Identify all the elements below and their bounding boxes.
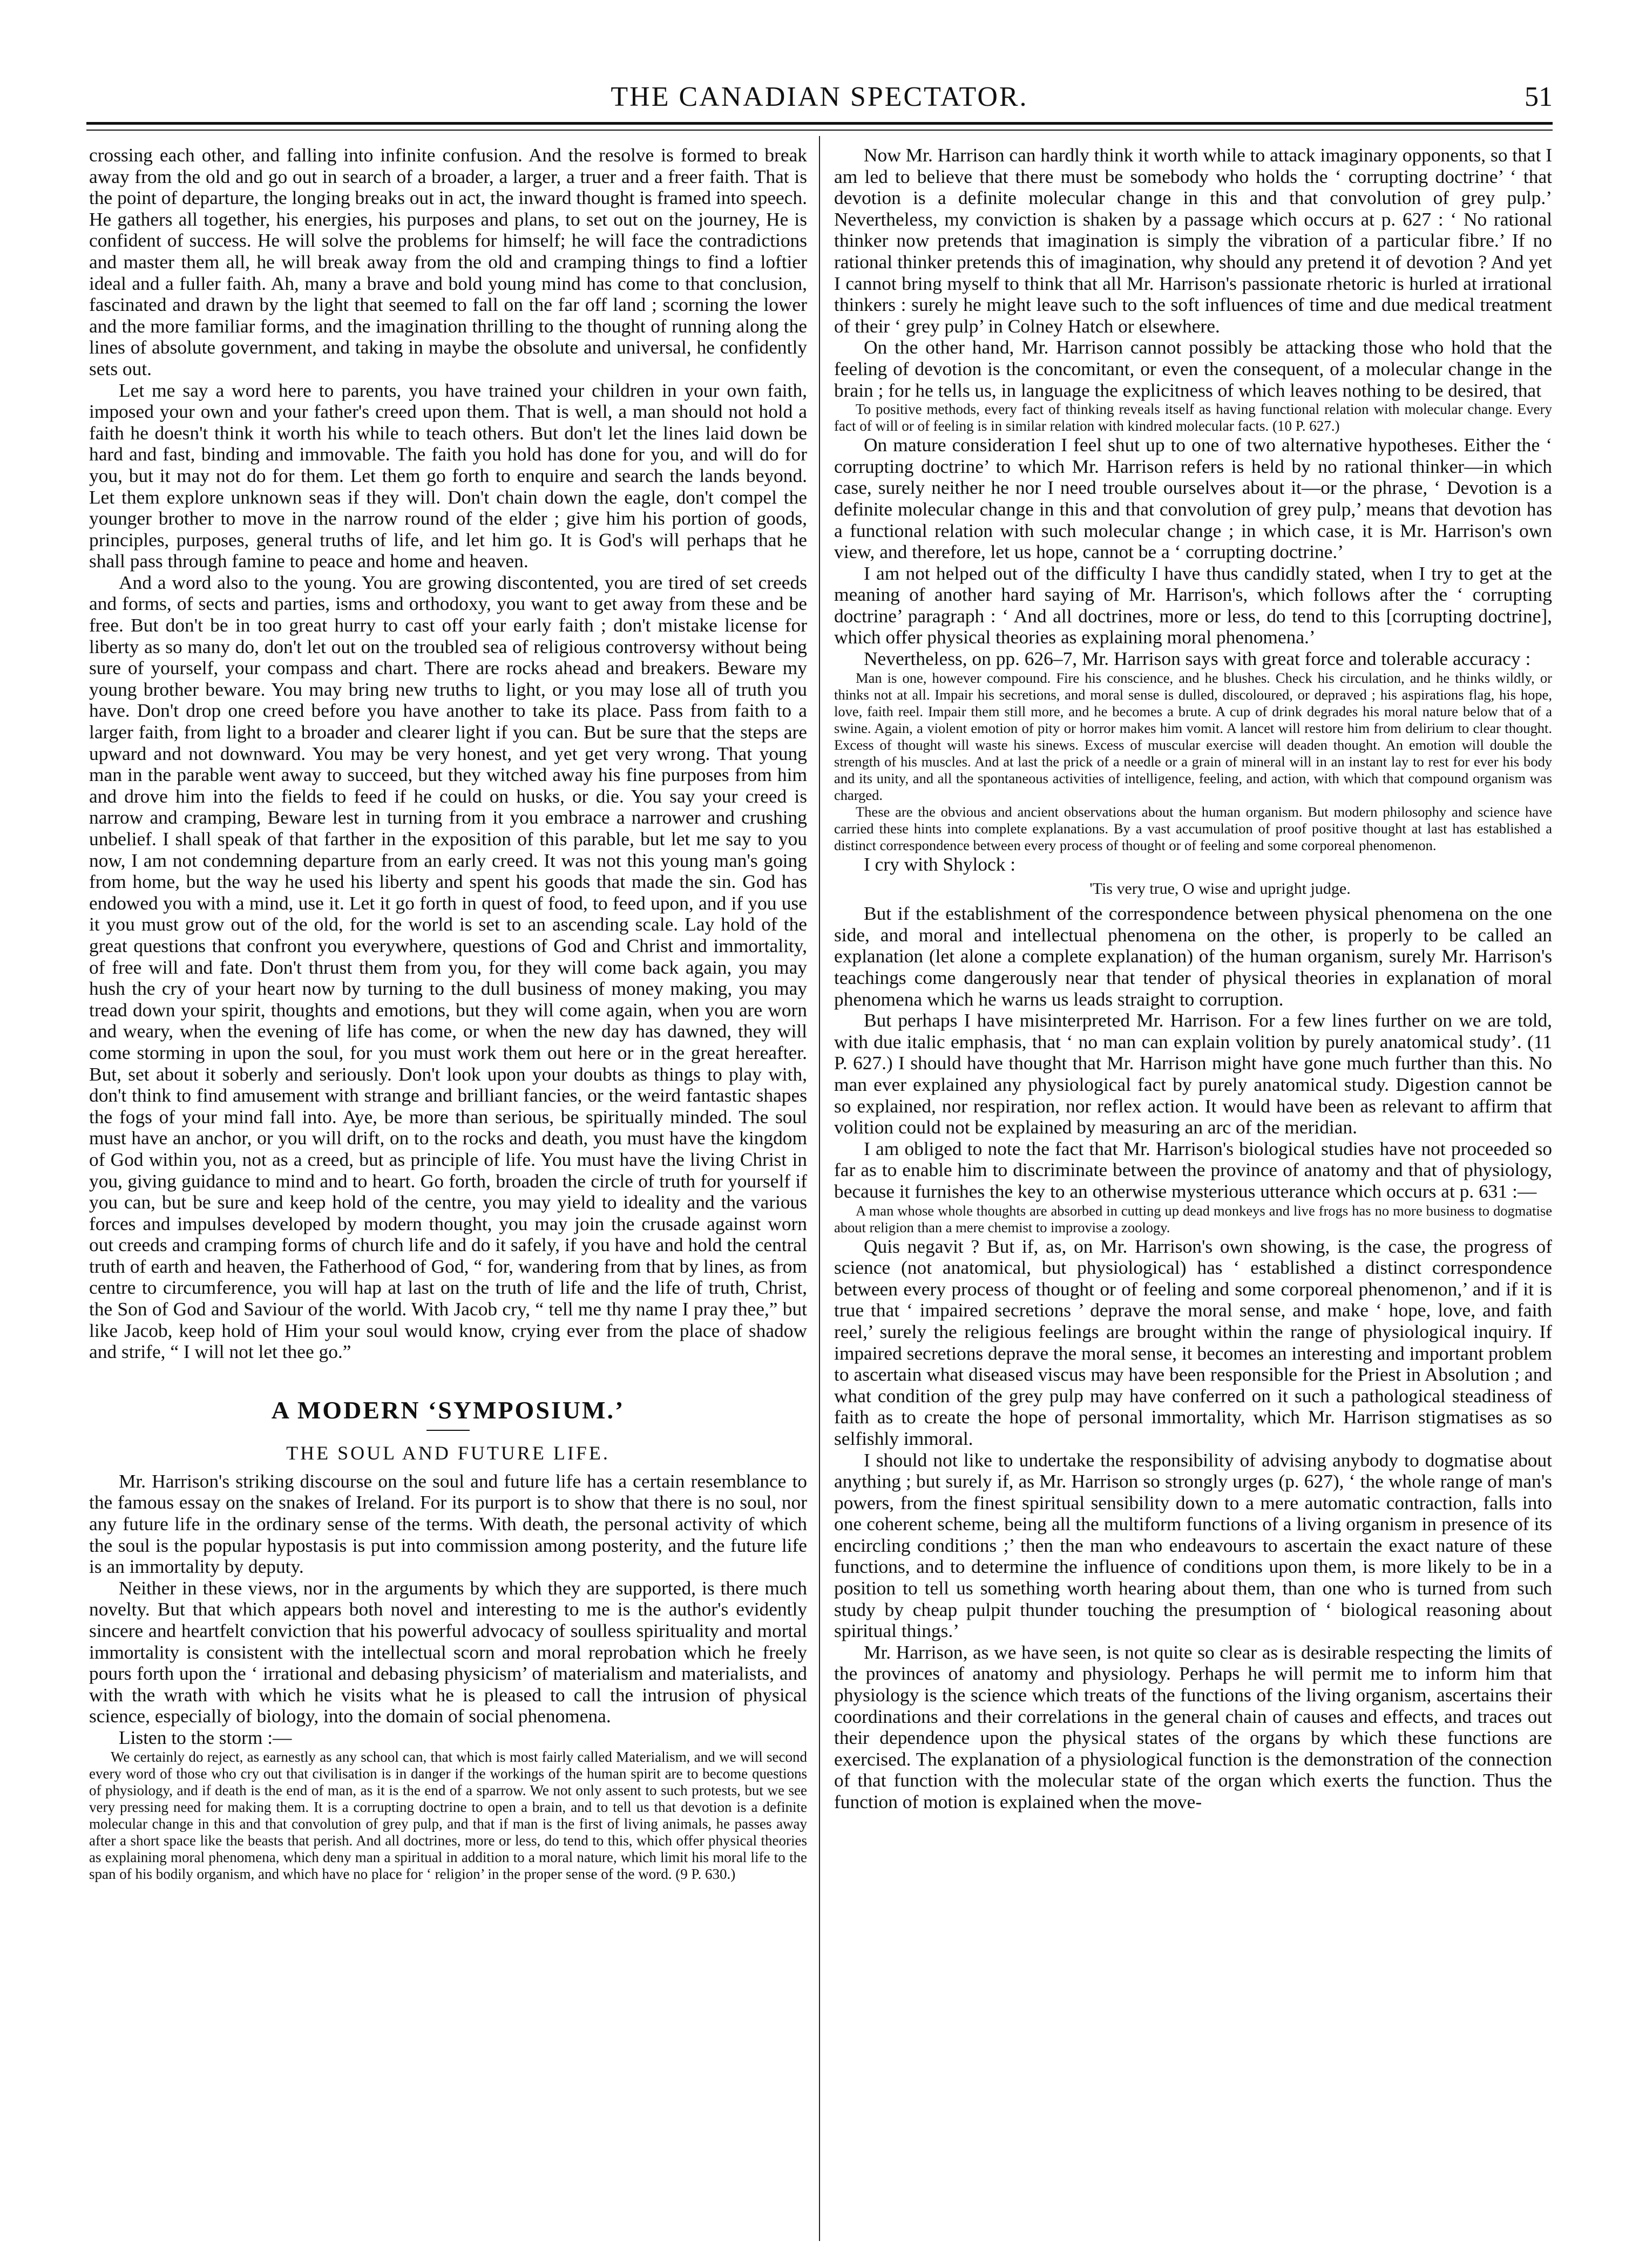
paragraph: Quis negavit ? But if, as, on Mr. Harrison's own showing, is the case, the progress of science (not anatomical, but physiological) has ‘ established a distinct correspondence between every process of thought or of feeling and some corporeal phenomenon,’ and if it is true that ‘ impaired secretions ’ deprave the moral sense, and make ‘ hope, love, and faith reel,’ surely the religious feelings are brought within the range of physiological inquiry. If impaired secretions deprave the moral sense, it becomes an interesting and important problem to ascertain what diseased viscus may have been responsible for the Priest in Absolution ; and what condition of the grey pulp may have conferred on it such a pathological steadiness of faith as to create the hope of personal immortality, which Mr. Harrison stigmatises as so selfishly immoral. — [834, 1235, 1552, 1449]
paragraph: Neither in these views, nor in the arguments by which they are supported, is there much novelty. But that which appears both novel and interesting to me is the author's evidently sincere and heartfelt conviction that his powerful advocacy of soulless spirituality and mortal immortality is consistent with the intellectual scorn and moral reprobation which he freely pours forth upon the ‘ irrational and debasing physicism’ of materialism and materialists, and with the wrath with which he visits what he is pleased to call the intrusion of physical science, especially of biology, into the domain of social phenomena. — [89, 1577, 807, 1727]
block-quote: A man whose whole thoughts are absorbed in cutting up dead monkeys and live frogs has no more business to dogmatise about religion than a mere chemist to improvise a zoology. — [834, 1202, 1552, 1235]
paragraph: Listen to the storm :— — [119, 1726, 292, 1748]
paragraph: Mr. Harrison's striking discourse on the soul and future life has a certain resemblance to the famous essay on the snakes of Ireland. For its purport is to show that there is no soul, nor any future life in the ordinary sense of the terms. With death, the personal activity of which the soul is the popular hypostasis is put into commission among posterity, and the future life is an immortality by deputy. — [89, 1470, 807, 1578]
paragraph: Now Mr. Harrison can hardly think it worth while to attack imaginary opponents, so that I am led to believe that there must be somebody who holds the ‘ corrupting doctrine’ ‘ that devotion is a definite molecular change in this and that convolution of grey pulp.’ Nevertheless, my conviction is shaken by a passage which occurs at p. 627 : ‘ No rational thinker now pretends that imagination is simply the vibration of a particular fibre.’ If no rational thinker pretends this of imagination, why should any pretend it of devotion ? And yet I cannot bring myself to think that all Mr. Harrison's passionate rhetoric is hurled at irrational thinkers : surely he might leave such to the soft influences of time and due medical treatment of their ‘ grey pulp’ in Colney Hatch or elsewhere. — [834, 145, 1552, 337]
block-quote: Man is one, however compound. Fire his conscience, and he blushes. Check his circulation, and he thinks wildly, or thinks not at all. Impair his secretions, and moral sense is dulled, discoloured, or depraved ; his aspirations flag, his hope, love, faith reel. Impair them still more, and he becomes a brute. A cup of drink degrades his moral nature below that of a swine. Again, a violent emotion of pity or horror makes him vomit. A lancet will restore him from delirium to clear thought. Excess of thought will waste his sinews. Excess of muscular exercise will deaden thought. An emotion will double the strength of his muscles. And at last the prick of a needle or a grain of mineral will in an instant lay to rest for ever his body and its unity, and all the spontaneous activities of intelligence, feeling, and action, with which that compound organism was charged. — [834, 669, 1552, 803]
left-column — [89, 145, 807, 2250]
paragraph: Nevertheless, on pp. 626–7, Mr. Harrison says with great force and tolerable accuracy : — [864, 648, 1531, 670]
newspaper-title: THE CANADIAN SPECTATOR. — [611, 82, 1028, 112]
column-divider — [819, 136, 820, 2241]
paragraph: I am not helped out of the difficulty I have thus candidly stated, when I try to get at the meaning of another hard saying of Mr. Harrison's, which follows after the ‘ corrupting doctrine’ paragraph : ‘ And all doctrines, more or less, do tend to this [corrupting doctrine], which offer physical theories as explaining moral phenomena.’ — [834, 562, 1552, 648]
verse-quote: 'Tis very true, O wise and upright judge. — [1089, 880, 1351, 898]
right-column — [834, 145, 1552, 2250]
page-number: 51 — [1525, 82, 1553, 112]
paragraph: On the other hand, Mr. Harrison cannot possibly be attacking those who hold that the feeling of devotion is the concomitant, or even the consequent, of a molecular change in the brain ; for he tells us, in language the explicitness of which leaves nothing to be desired, that — [834, 336, 1552, 401]
paragraph: And a word also to the young. You are growing discontented, you are tired of set creeds and forms, of sects and parties, isms and orthodoxy, you want to get away from these and be free. But don't be in too great hurry to cast off your early faith ; don't mistake license for liberty as so many do, don't let out on the troubled sea of religious controversy without being sure of yourself, your compass and chart. There are rocks ahead and breakers. Beware my young brother beware. You may bring new truths to light, or you may lose all of truth you have. Don't drop one creed before you have another to take its place. Pass from faith to a larger faith, from light to a broader and clearer light if you can. But be sure that the steps are upward and not downward. You may be very honest, and yet get very wrong. That young man in the parable went away to succeed, but they witched away his fine purposes from him and drove him into the fields to feed if he could on husks, or die. You say your creed is narrow and cramping, Beware lest in turning from it you embrace a narrower and crushing unbelief. I shall speak of that farther in the exposition of this parable, but let me say to you now, I am not condemning departure from an early creed. It was not this young man's going from home, but the way he used his liberty and spent his goods that made the sin. God has endowed you with a mind, use it. Let it go forth in quest of food, to feed upon, and if you use it you must grow out of the old, for the world is set to an ascending scale. Lay hold of the great questions that confront you everywhere, questions of God and Christ and immortality, of free will and fate. Don't thrust them from you, for they will come back again, you may hush the cry of your heart now by turning to the dull business of money making, you may tread down your spirit, thoughts and emotions, but they will come again, when you are worn and weary, when the evening of life has come, or when the new day has dawned, they will come storming in upon the soul, for you must work them out here or in the great hereafter. But, set about it soberly and seriously. Don't look upon your doubts as things to play with, don't think to find amusement with strange and brilliant fancies, or the weird fantastic shapes the fogs of your mind fall into. Aye, be more than serious, be spiritually minded. The soul must have an anchor, or you will drift, on to the rocks and death, you must have the kingdom of God within you, not as a creed, but as principle of life. You must have the living Christ in you, giving guidance to mind and to heart. Go forth, broaden the circle of truth for yourself if you can, but be sure and keep hold of the centre, you may yield to ideality and the various forces and impulses developed by modern thought, you may join the crusade against worn out creeds and cramping forms of church life and do it safely, if you have and hold the central truth of earth and heaven, the Fatherhood of God, “ for, wandering from that by lines, as from centre to circumference, you will hap at last on the truth of life and the life of truth, Christ, the Son of God and Saviour of the world. With Jacob cry, “ tell me thy name I pray thee,” but like Jacob, keep hold of Him your soul would know, crying ever from the place of shadow and strife, “ I will not let thee go.” — [89, 571, 807, 1363]
title-rule — [426, 1430, 470, 1431]
paragraph: crossing each other, and falling into infinite confusion. And the resolve is formed to break away from the old and go out in search of a broader, a larger, a truer and a freer faith. That is the point of departure, the longing breaks out in act, the inward thought is framed into speech. He gathers all together, his energies, his purposes and plans, to set out on the journey, He is confident of success. He will solve the problems for himself; he will face the contradictions and master them all, he will break away from the old and cramping things to find a loftier ideal and a fuller faith. Ah, many a brave and bold young mind has come to that conclusion, fascinated and drawn by the light that seemed to fall on the far off land ; scorning the lower and the more familiar forms, and the imagination thrilling to the thought of running along the lines of absolute government, and taking in maybe the obsolute and universal, he confidently sets out. — [89, 145, 807, 379]
paragraph: But if the establishment of the correspondence between physical phenomena on the one side, and moral and intellectual phenomena on the other, is properly to be called an explanation (let alone a complete explanation) of the human organism, surely Mr. Harrison's teachings come dangerously near that tender of physical theories in explanation of moral phenomena which he warns us leads straight to corruption. — [834, 902, 1552, 1010]
section-title: A MODERN ‘SYMPOSIUM.’ — [271, 1396, 625, 1424]
paragraph: Let me say a word here to parents, you have trained your children in your own faith, imposed your own and your father's creed upon them. That is well, a man should not hold a faith he doesn't think it worth his while to teach others. But don't let the lines laid down be hard and fast, binding and immovable. The faith you hold has done for you, and will do for you, but it may not do for them. Let them go forth to enquire and search the lands beyond. Let them explore unknown seas if they will. Don't chain down the eagle, don't compel the younger brother to move in the narrow round of the elder ; give him his portion of goods, principles, purposes, general truths of life, and let him go. It is God's will perhaps that he shall pass through famine to peace and home and heaven. — [89, 379, 807, 572]
paragraph: I should not like to undertake the responsibility of advising anybody to dogmatise about anything ; but surely if, as Mr. Harrison so strongly urges (p. 627), ‘ the whole range of man's powers, from the finest spiritual sensibility down to a mere automatic contraction, falls into one coherent scheme, being all the multiform functions of a living organism in presence of its encircling conditions ;’ then the man who endeavours to ascertain the exact nature of these functions, and to determine the influence of conditions upon them, is more likely to be in a position to tell us something worth hearing about them, than one who is turned from such study by cheap pulpit thunder touching the presumption of ‘ biological reasoning about spiritual things.’ — [834, 1449, 1552, 1642]
block-quote: These are the obvious and ancient observations about the human organism. But modern philosophy and science have carried these hints into complete explanations. By a vast accumulation of proof positive thought at last has established a distinct correspondence between every process of thought or of feeling and some corporeal phenomenon. — [834, 803, 1552, 853]
paragraph: I am obliged to note the fact that Mr. Harrison's biological studies have not proceeded so far as to enable him to discriminate between the province of anatomy and that of physiology, because it furnishes the key to an otherwise mysterious utterance which occurs at p. 631 :— — [834, 1137, 1552, 1202]
paragraph: Mr. Harrison, as we have seen, is not quite so clear as is desirable respecting the limits of the provinces of anatomy and physiology. Perhaps he will permit me to inform him that physiology is the science which treats of the functions of the living organism, ascertains their coordinations and their correlations in the general chain of causes and effects, and traces out their dependence upon the physical states of the organs by which these functions are exercised. The explanation of a physiological function is the demonstration of the connection of that function with the molecular state of the organ which exerts the function. Thus the function of motion is explained when the move- — [834, 1641, 1552, 1812]
header-rule-thin — [86, 130, 1553, 131]
masthead — [86, 81, 1553, 119]
paragraph: I cry with Shylock : — [864, 853, 1016, 875]
section-subtitle: THE SOUL AND FUTURE LIFE. — [286, 1442, 610, 1464]
block-quote: We certainly do reject, as earnestly as any school can, that which is most fairly called Materialism, and we will second every word of those who cry out that civilisation is in danger if the workings of the human spirit are to become questions of physiology, and if death is the end of man, as it is the end of a sparrow. We not only assent to such protests, but we see very pressing need for making them. It is a corrupting doctrine to open a brain, and to tell us that devotion is a definite molecular change in this and that convolution of grey pulp, and that if man is the first of living animals, he passes away after a short space like the beasts that perish. And all doctrines, more or less, do tend to this, which offer physical theories as explaining moral phenomena, which deny man a spiritual in addition to a moral nature, which limit his moral life to the span of his bodily organism, and which have no place for ‘ religion’ in the proper sense of the word. (9 P. 630.) — [89, 1748, 807, 1882]
header-rule-thick — [86, 122, 1553, 125]
paragraph: But perhaps I have misinterpreted Mr. Harrison. For a few lines further on we are told, with due italic emphasis, that ‘ no man can explain volition by purely anatomical study’. (11 P. 627.) I should have thought that Mr. Harrison might have gone much further than this. No man ever explained any physiological fact by purely anatomical study. Digestion cannot be so explained, nor respiration, nor reflex action. It would have been as relevant to affirm that volition could not be explained by measuring an arc of the meridian. — [834, 1009, 1552, 1138]
block-quote: To positive methods, every fact of thinking reveals itself as having functional relation with molecular change. Every fact of will or of feeling is in similar relation with kindred molecular facts. (10 P. 627.) — [834, 401, 1552, 434]
paragraph: On mature consideration I feel shut up to one of two alternative hypotheses. Either the ‘ corrupting doctrine’ to which Mr. Harrison refers is held by no rational thinker—in which case, surely neither he nor I need trouble ourselves about it—or the phrase, ‘ Devotion is a definite molecular change in this and that convolution of grey pulp,’ means that devotion has a functional relation with such molecular change ; in which case, it is Mr. Harrison's own view, and therefore, let us hope, cannot be a ‘ corrupting doctrine.’ — [834, 434, 1552, 563]
